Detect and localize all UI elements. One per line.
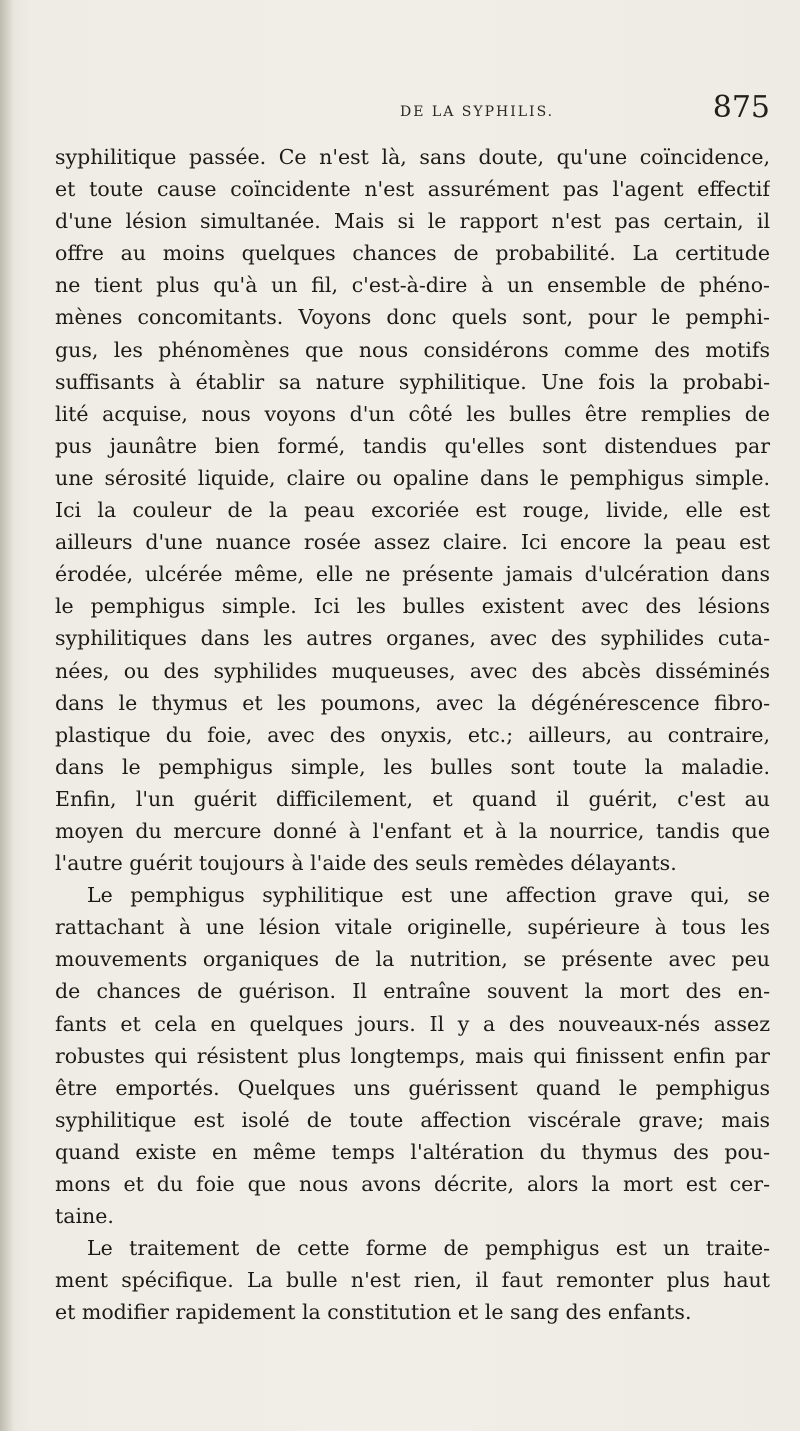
text-line: érodée, ulcérée même, elle ne présente jamais d'ulcération dans [55,562,770,587]
spine-shadow [0,0,14,1431]
text-line: ment spécifique. La bulle n'est rien, il faut remonter plus haut [55,1268,770,1293]
text-line: suffisants à établir sa nature syphilitique. Une fois la probabi- [55,369,770,394]
text-line: ne tient plus qu'à un fil, c'est-à-dire à un ensemble de phéno- [55,273,770,298]
text-line: gus, les phénomènes que nous considérons comme des motifs [55,337,770,362]
text-line: mouvements organiques de la nutrition, se présente avec peu [55,947,770,972]
page-number: 875 [712,90,770,125]
text-line: et modifier rapidement la constitution et le sang des enfants. [55,1300,692,1325]
text-line: moyen du mercure donné à l'enfant et à la nourrice, tandis que [55,818,770,843]
text-line: lité acquise, nous voyons d'un côté les bulles être remplies de [55,401,770,426]
text-line: être emportés. Quelques uns guérissent quand le pemphigus [55,1075,770,1100]
text-line: mons et du foie que nous avons décrite, alors la mort est cer- [55,1172,770,1196]
text-line: ailleurs d'une nuance rosée assez claire. Ici encore la peau est [55,530,770,555]
text-line: Enfin, l'un guérit difficilement, et quand il guérit, c'est au [55,786,770,811]
text-line: et toute cause coïncidente n'est assurément pas l'agent effectif [55,177,770,202]
text-line: taine. [55,1204,114,1229]
text-line: syphilitiques dans les autres organes, avec des syphilides cuta- [55,626,770,651]
text-line: mènes concomitants. Voyons donc quels sont, pour le pemphi- [55,305,770,330]
text-line: syphilitique est isolé de toute affection viscérale grave; mais [55,1107,770,1132]
text-line: le pemphigus simple. Ici les bulles existent avec des lésions [55,594,770,619]
text-line: de chances de guérison. Il entraîne souvent la mort des en- [55,979,770,1004]
text-line: nées, ou des syphilides muqueuses, avec des abcès disséminés [55,658,770,683]
text-line: l'autre guérit toujours à l'aide des seuls remèdes délayants. [55,851,677,876]
text-line: fants et cela en quelques jours. Il y a des nouveaux-nés assez [55,1011,770,1036]
text-line: plastique du foie, avec des onyxis, etc.; ailleurs, au contraire, [55,722,770,747]
text-line: pus jaunâtre bien formé, tandis qu'elles sont distendues par [55,433,770,458]
text-line: quand existe en même temps l'altération du thymus des pou- [55,1139,770,1164]
running-title: DE LA SYPHILIS. [400,104,555,120]
text-line: robustes qui résistent plus longtemps, mais qui finissent enfin par [55,1043,770,1068]
text-line: dans le thymus et les poumons, avec la dégénérescence fibro- [55,690,770,715]
text-line: rattachant à une lésion vitale originelle, supérieure à tous les [55,915,770,940]
text-line: offre au moins quelques chances de probabilité. La certitude [55,241,770,266]
text-line: Le traitement de cette forme de pemphigus est un traite- [87,1236,770,1261]
text-line: Le pemphigus syphilitique est une affection grave qui, se [87,883,770,908]
text-line: Ici la couleur de la peau excoriée est rouge, livide, elle est [55,498,770,523]
text-line: dans le pemphigus simple, les bulles sont toute la maladie. [55,754,770,779]
text-line: une sérosité liquide, claire ou opaline dans le pemphigus simple. [55,465,770,490]
body-text [55,141,770,1328]
text-line: syphilitique passée. Ce n'est là, sans doute, qu'une coïncidence, [55,145,770,169]
text-line: d'une lésion simultanée. Mais si le rapport n'est pas certain, il [55,209,770,234]
running-head [55,90,770,130]
